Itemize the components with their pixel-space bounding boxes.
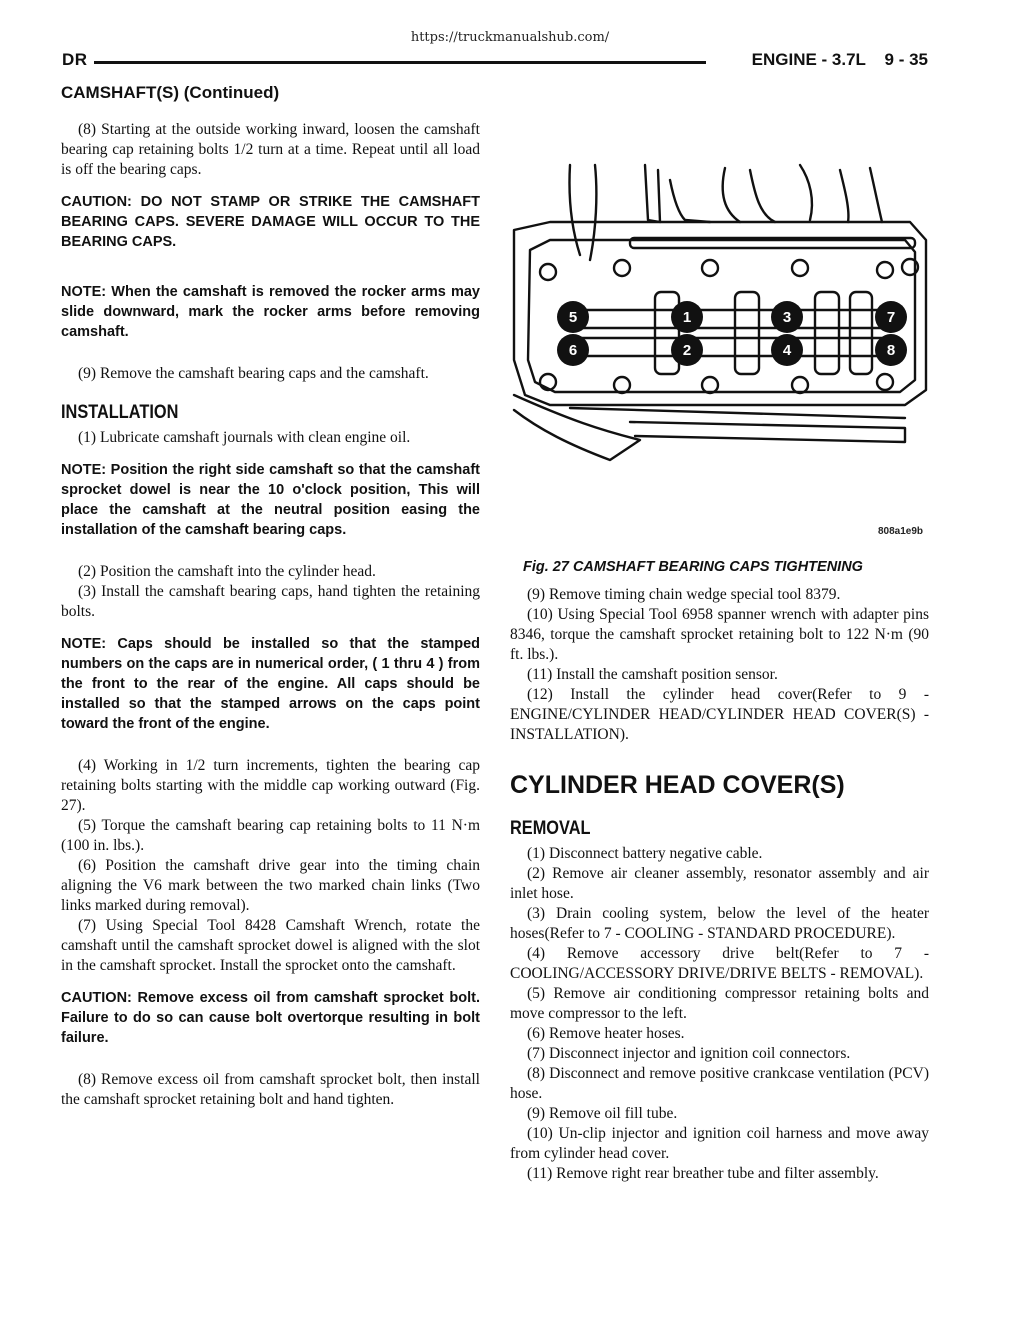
figure-code: 808a1e9b	[878, 526, 924, 537]
badge-label-7: 7	[886, 309, 896, 326]
removal-step-11: (11) Remove right rear breather tube and filter assembly.	[527, 1165, 879, 1182]
removal-step-7: (7) Disconnect injector and ignition coil connectors.	[527, 1045, 851, 1062]
install-step-8: (8) Remove excess oil from camshaft sprocket bolt, then install the camshaft sprocket retaining bolt and hand tighten.	[61, 1071, 480, 1108]
removal-step-5: (5) Remove air conditioning compressor retaining bolts and move compressor to the left.	[510, 985, 929, 1022]
figure-caption: Fig. 27 CAMSHAFT BEARING CAPS TIGHTENING	[523, 559, 863, 575]
removal-step-1: (1) Disconnect battery negative cable.	[527, 845, 763, 862]
badge-label-3: 3	[782, 309, 792, 326]
removal-step-10: (10) Un-clip injector and ignition coil harness and move away from cylinder head cover.	[510, 1125, 929, 1162]
badge-label-5: 5	[568, 309, 578, 326]
removal-step-2: (2) Remove air cleaner assembly, resonator assembly and air inlet hose.	[510, 865, 929, 902]
badge-label-4: 4	[782, 342, 792, 359]
section-title: CAMSHAFT(S) (Continued)	[61, 83, 280, 102]
install-step-6: (6) Position the camshaft drive gear into the timing chain aligning the V6 mark between the two marked chain links (Two links marked during removal).	[61, 857, 480, 914]
header-page-ref: ENGINE - 3.7L 9 - 35	[751, 50, 928, 69]
badge-label-2: 2	[682, 342, 692, 359]
right-column	[510, 585, 929, 1184]
camshaft-caps-illustration	[510, 160, 930, 545]
install-step-7: (7) Using Special Tool 8428 Camshaft Wrench, rotate the camshaft until the camshaft sprocket dowel is aligned with the slot in the camshaft sprocket. Install the sprocket onto the camshaft.	[61, 917, 480, 974]
install-step-10: (10) Using Special Tool 6958 spanner wrench with adapter pins 8346, torque the camshaft sprocket retaining bolt to 122 N·m (90 ft. lbs.).	[510, 606, 929, 663]
removal-step-4: (4) Remove accessory drive belt(Refer to 7 - COOLING/ACCESSORY DRIVE/DRIVE BELTS - REMOVAL).	[510, 945, 929, 982]
badge-label-1: 1	[682, 309, 692, 326]
install-step-12: (12) Install the cylinder head cover(Refer to 9 - ENGINE/CYLINDER HEAD/CYLINDER HEAD COVER(S) - INSTALLATION).	[510, 686, 929, 743]
removal-heading: REMOVAL	[510, 818, 591, 839]
step-8-loosen: (8) Starting at the outside working inward, loosen the camshaft bearing cap retaining bolts 1/2 turn at a time. Repeat until all load is off the bearing caps.	[61, 121, 480, 178]
install-step-4: (4) Working in 1/2 turn increments, tighten the bearing cap retaining bolts starting with the middle cap working outward (Fig. 27).	[61, 757, 480, 814]
removal-step-9: (9) Remove oil fill tube.	[527, 1105, 678, 1122]
install-step-2: (2) Position the camshaft into the cylinder head.	[78, 563, 376, 580]
note-rocker-arms: NOTE: When the camshaft is removed the rocker arms may slide downward, mark the rocker arms before removing camshaft.	[61, 284, 480, 340]
left-column	[61, 83, 480, 1110]
caution-sprocket-bolt: CAUTION: Remove excess oil from camshaft sprocket bolt. Failure to do so can cause bolt overtorque resulting in bolt failure.	[61, 990, 480, 1046]
removal-step-3: (3) Drain cooling system, below the level of the heater hoses(Refer to 7 - COOLING - STANDARD PROCEDURE).	[510, 905, 929, 942]
badge-label-6: 6	[568, 342, 578, 359]
install-step-9: (9) Remove timing chain wedge special tool 8379.	[527, 586, 841, 603]
header-rule	[94, 61, 706, 64]
step-9-remove-caps: (9) Remove the camshaft bearing caps and the camshaft.	[78, 365, 429, 382]
removal-step-8: (8) Disconnect and remove positive crankcase ventilation (PCV) hose.	[510, 1065, 929, 1102]
caution-bearing-caps: CAUTION: DO NOT STAMP OR STRIKE THE CAMSHAFT BEARING CAPS. SEVERE DAMAGE WILL OCCUR TO THE BEARING CAPS.	[61, 194, 480, 250]
cylinder-head-cover-heading: CYLINDER HEAD COVER(S)	[510, 771, 845, 799]
install-step-3: (3) Install the camshaft bearing caps, hand tighten the retaining bolts.	[61, 583, 480, 620]
note-cap-order: NOTE: Caps should be installed so that the stamped numbers on the caps are in numerical order, ( 1 thru 4 ) from the front to the rear of the engine. All caps should be installed so that the stamped arrows on the caps point toward the front of the engine.	[61, 636, 480, 732]
install-step-1: (1) Lubricate camshaft journals with clean engine oil.	[78, 429, 411, 446]
install-step-5: (5) Torque the camshaft bearing cap retaining bolts to 11 N·m (100 in. lbs.).	[61, 817, 480, 854]
badge-label-8: 8	[886, 342, 896, 359]
installation-heading: INSTALLATION	[61, 402, 179, 423]
source-url[interactable]: https://truckmanualshub.com/	[410, 30, 610, 45]
header-section-code: DR	[62, 50, 88, 69]
note-camshaft-position: NOTE: Position the right side camshaft so that the camshaft sprocket dowel is near the 10 o'clock position, This will place the camshaft at the neutral position easing the installation of the camshaft bearing caps.	[61, 462, 480, 538]
removal-step-6: (6) Remove heater hoses.	[527, 1025, 685, 1042]
install-step-11: (11) Install the camshaft position sensor.	[527, 666, 778, 683]
